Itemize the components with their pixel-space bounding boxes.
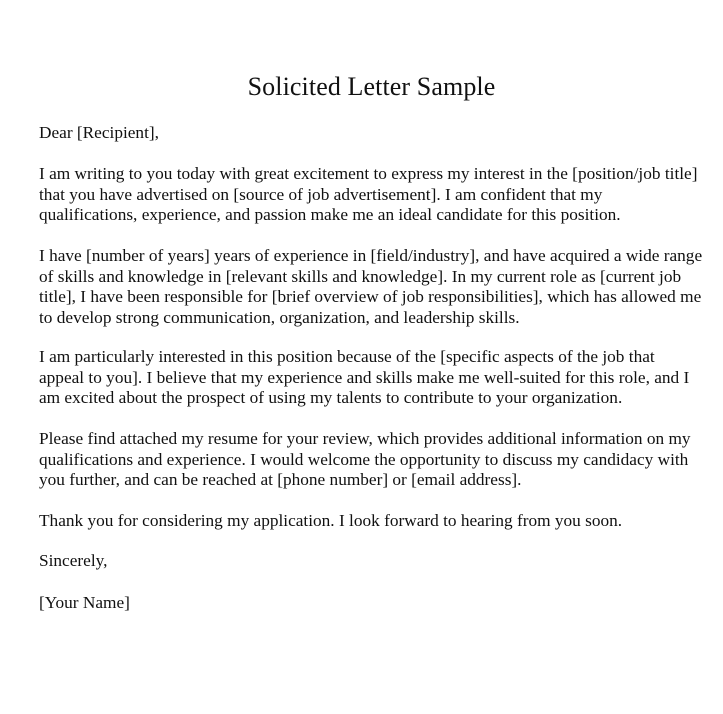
letter-title: Solicited Letter Sample bbox=[247, 72, 496, 101]
salutation: Dear [Recipient], bbox=[39, 123, 159, 142]
paragraph-1: I am writing to you today with great excitement to express my interest in the [position/job title] that you have advertised on [source of job advertisement]. I am confident that my qualifications, experience, and passion make me an ideal candidate for this position. bbox=[39, 164, 698, 224]
closing: Sincerely, bbox=[39, 551, 108, 570]
signature-placeholder: [Your Name] bbox=[39, 593, 130, 612]
paragraph-3: I am particularly interested in this position because of the [specific aspects of the job that appeal to you]. I believe that my experience and skills make me well-suited for this role, and I am excited about the prospect of using my talents to contribute to your organization. bbox=[39, 347, 690, 407]
paragraph-2: I have [number of years] years of experience in [field/industry], and have acquired a wide range of skills and knowledge in [relevant skills and knowledge]. In my current role as [current job title], I have been responsible for [brief overview of job responsibilities], which has allowed me to develop strong communication, organization, and leadership skills. bbox=[39, 246, 703, 327]
paragraph-5: Thank you for considering my application. I look forward to hearing from you soon. bbox=[39, 511, 623, 530]
paragraph-4: Please find attached my resume for your review, which provides additional information on my qualifications and experience. I would welcome the opportunity to discuss my candidacy with you further, and can be reached at [phone number] or [email address]. bbox=[39, 429, 691, 489]
